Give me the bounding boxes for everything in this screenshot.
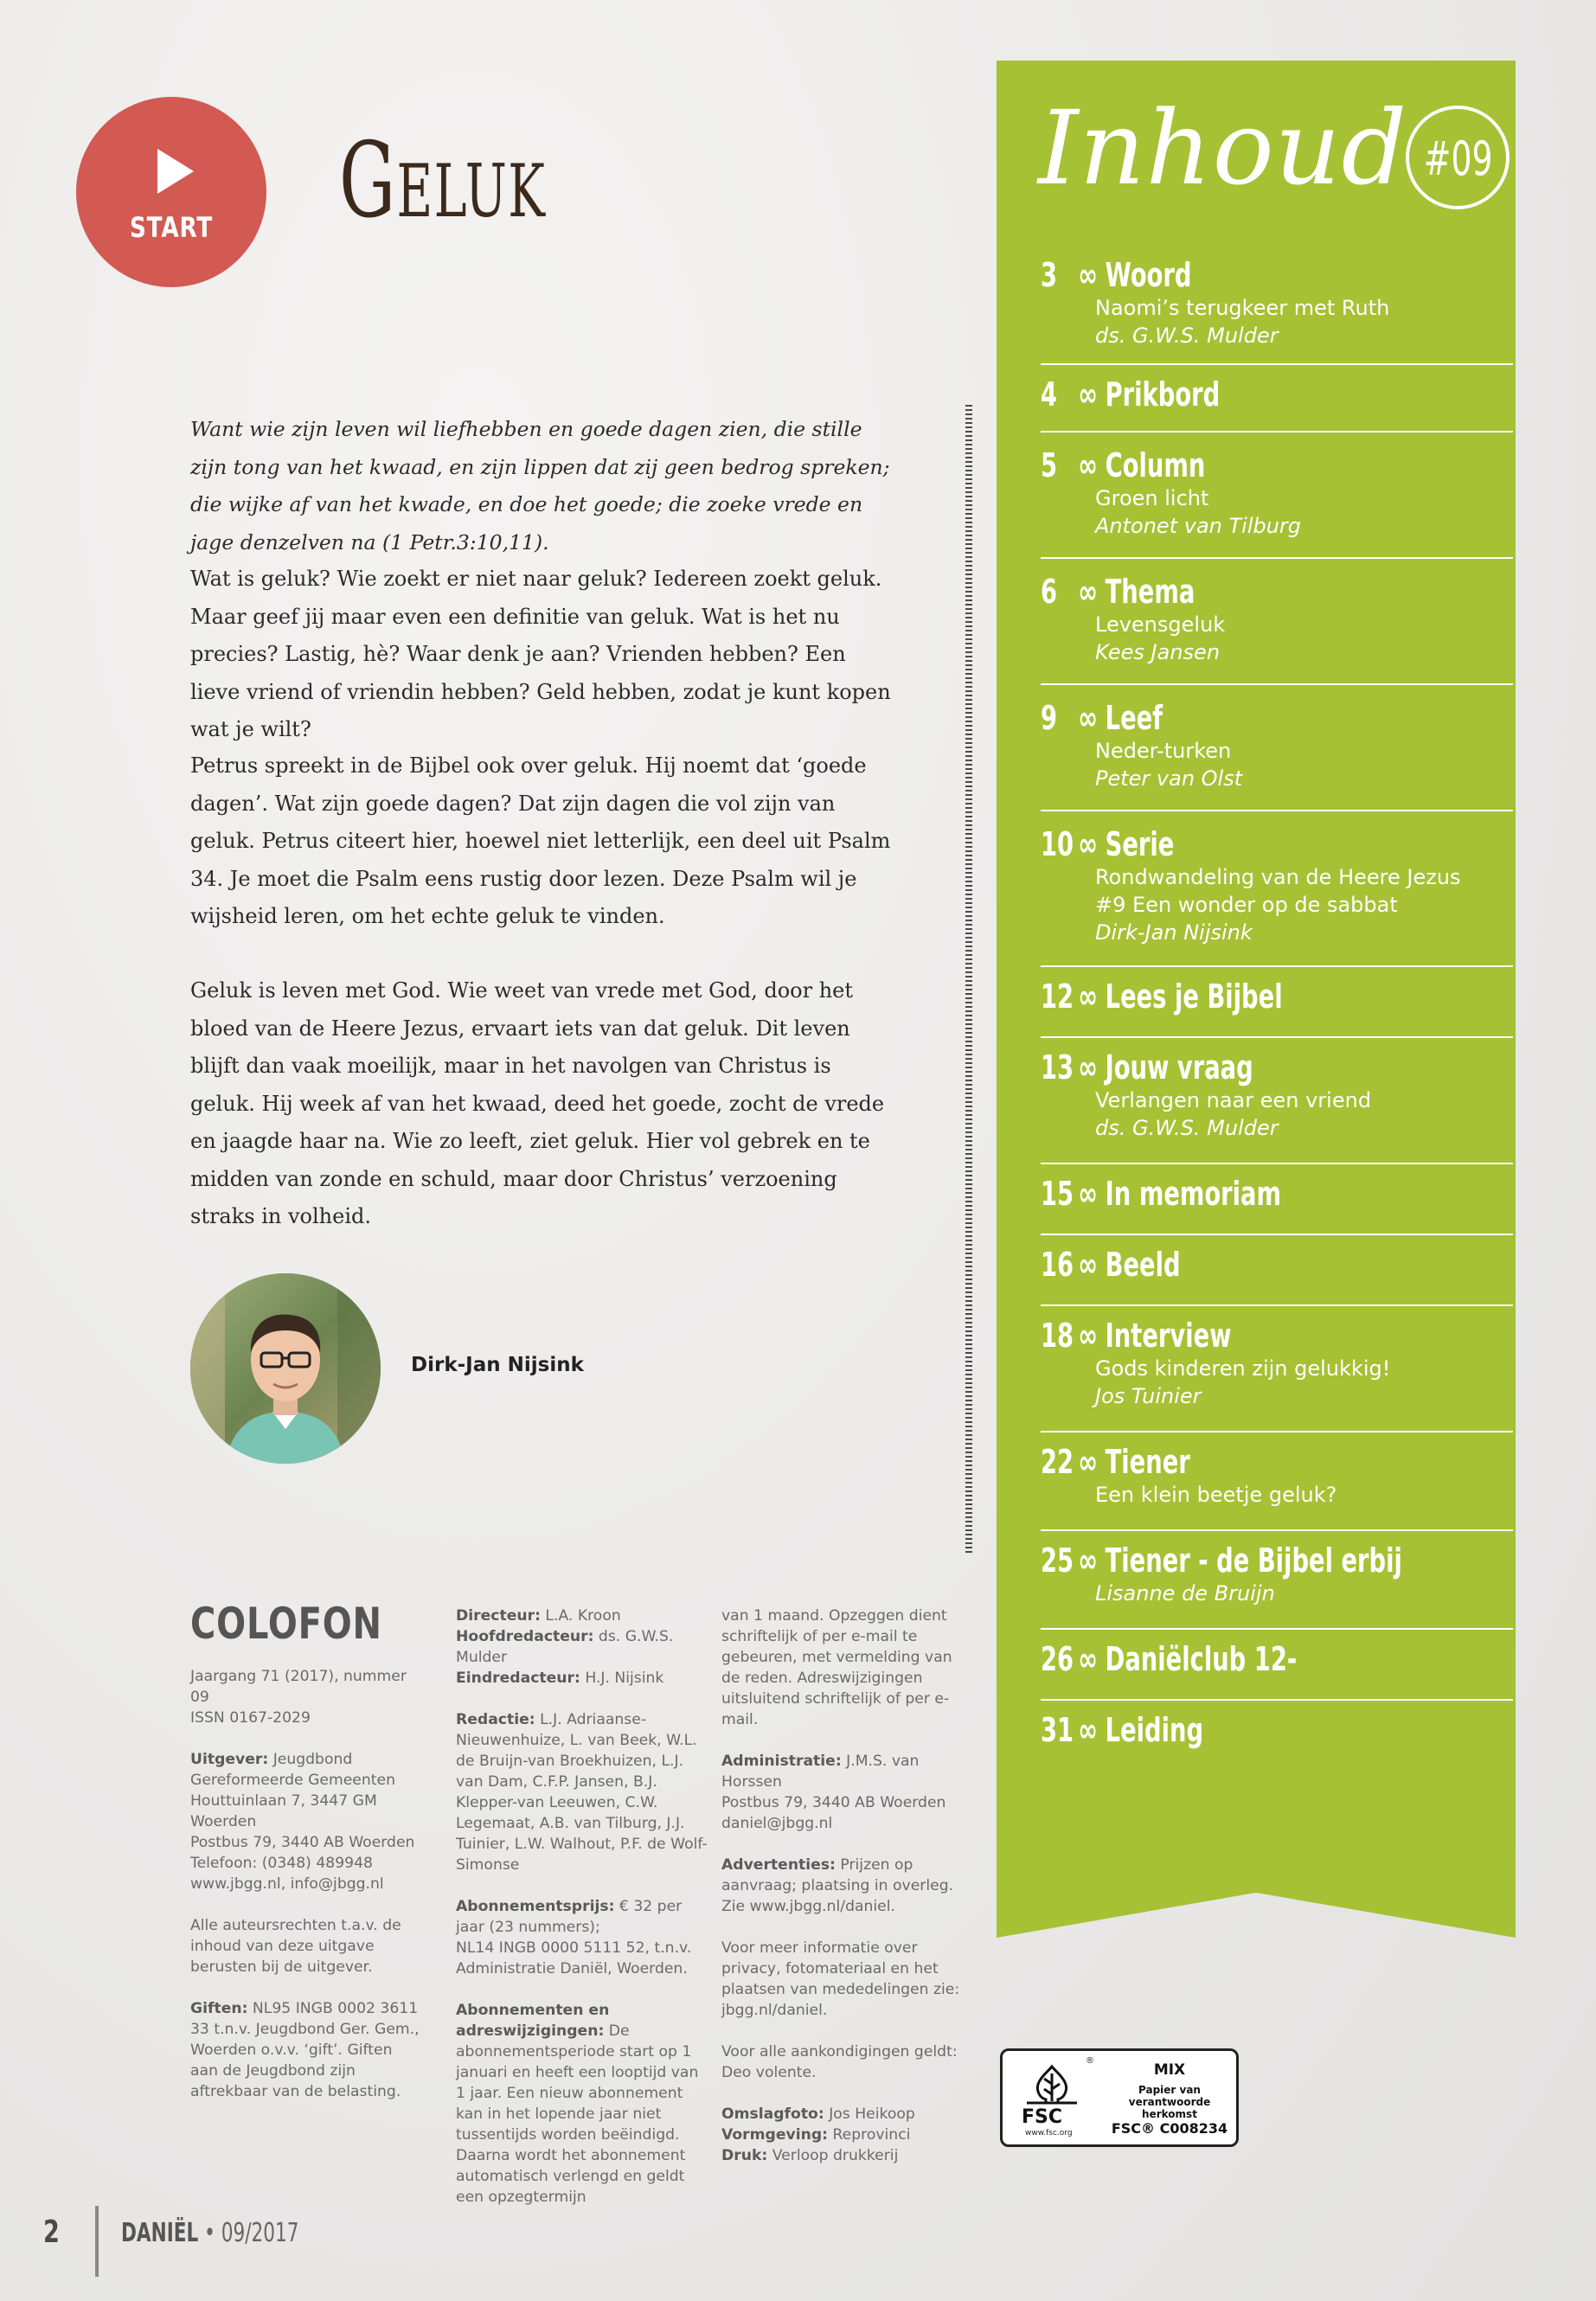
colofon-text: L.J. Adriaanse-Nieuwenhuize, L. van Beek, W.L. de Bruijn-van Broekhuizen, L.J. van Dam, C.F.P. Jansen, B.J. Klepper-van Leeuwen, C.W. Legemaat, A.B. van Tilburg, J.J. Tuinier, L.W. Walhout, P.F. de Wolf-Simonse (456, 1711, 708, 1874)
toc-heading (1041, 1640, 1381, 1678)
toc-page-number: 16 (1041, 1246, 1074, 1284)
toc-section-title: Serie (1105, 825, 1175, 863)
toc-item (1041, 1711, 1513, 1749)
colofon-text: Reprovinci (828, 2126, 911, 2144)
toc-item (1041, 1317, 1513, 1410)
toc-author: Dirk-Jan Nijsink (1095, 920, 1253, 945)
toc-page-number: 13 (1041, 1048, 1074, 1086)
toc-page-number: 31 (1041, 1711, 1074, 1749)
bible-verse: Want wie zijn leven wil liefhebben en goede dagen zien, die stille zijn tong van het kwaad, en zijn lippen dat zij geen bedrog spreken; die wijke af van het kwade, en doe het goede; die zoeke vrede en jage denzelven na (1 Petr.3:10,11). (190, 417, 890, 554)
toc-divider (1041, 363, 1513, 365)
toc-author: ds. G.W.S. Mulder (1095, 1116, 1279, 1140)
colofon-text: H.J. Nijsink (580, 1670, 664, 1687)
toc-heading (1041, 446, 1381, 484)
toc-divider (1041, 683, 1513, 685)
toc-section-title: Beeld (1105, 1246, 1181, 1284)
infinity-icon: ∞ (1078, 1711, 1098, 1749)
colofon-text: Voor meer informatie over privacy, fotomateriaal en het plaatsen van mededelingen zie: jbgg.nl/daniel. (721, 1939, 960, 2019)
toc-item (1041, 699, 1513, 792)
toc-section-title: Column (1105, 446, 1206, 484)
toc-page-number: 25 (1041, 1541, 1074, 1580)
play-icon (157, 149, 194, 194)
colofon-label: Advertenties: (721, 1856, 836, 1874)
colofon-entry (721, 1855, 972, 1917)
toc-item (1041, 977, 1513, 1016)
toc-item (1041, 573, 1513, 666)
toc-heading (1041, 1175, 1381, 1213)
colofon-text: Verloop drukkerij (767, 2147, 899, 2164)
author-name: Dirk-Jan Nijsink (411, 1354, 584, 1376)
paragraph-2: Petrus spreekt in de Bijbel ook over geluk. Hij noemt dat ‘goede dagen’. Wat zijn goede dagen? Dat zijn dagen die vol zijn van geluk. Petrus citeert hier, hoewel niet letterlijk, een deel uit Psalm 34. Je moet die Psalm eens rustig door lezen. Deze Psalm wil je wijsheid leren, om het echte geluk te vinden. (190, 753, 891, 928)
toc-heading (1041, 1317, 1381, 1355)
toc-heading (1041, 699, 1381, 737)
toc-subtitle: #9 Een wonder op de sabbat (1095, 893, 1398, 917)
colofon-label: Eindredacteur: (456, 1670, 580, 1687)
toc-divider (1041, 1529, 1513, 1531)
colofon-label: Abonnementen en adreswijzigingen: (456, 2002, 610, 2040)
infinity-icon: ∞ (1078, 1175, 1098, 1213)
colofon-label: Abonnementsprijs: (456, 1898, 615, 1915)
toc-item (1041, 256, 1513, 349)
colofon-text: Jos Heikoop (824, 2106, 915, 2123)
toc-subtitle: Rondwandeling van de Heere Jezus (1095, 865, 1461, 889)
colofon-text: Voor alle aankondigingen geldt: Deo volente. (721, 2043, 958, 2081)
toc-heading (1041, 977, 1381, 1016)
colofon-text: NL95 INGB 0002 3611 33 t.n.v. Jeugdbond Ger. Gem., Woerden o.v.v. ‘gift’. Giften aan de Jeugdbond zijn aftrekbaar van de belasting. (190, 2000, 420, 2100)
toc-heading (1041, 1246, 1381, 1284)
colofon-entry (456, 1709, 708, 1875)
infinity-icon: ∞ (1078, 825, 1098, 863)
toc-section-title: Jouw vraag (1105, 1048, 1253, 1086)
toc-page-number: 26 (1041, 1640, 1074, 1678)
fsc-mix: MIX (1153, 2061, 1186, 2079)
toc-heading (1041, 1443, 1381, 1481)
toc-section-title: Tiener - de Bijbel erbij (1105, 1541, 1402, 1580)
colofon-entry (456, 1626, 708, 1668)
colofon-entry (721, 2041, 972, 2083)
magazine-name: DANIËL (121, 2218, 199, 2248)
toc-heading (1041, 1541, 1402, 1580)
toc-divider (1041, 1431, 1513, 1433)
toc-section-title: In memoriam (1105, 1175, 1282, 1213)
paragraph-1: Wat is geluk? Wie zoekt er niet naar geluk? Iedereen zoekt geluk. Maar geef jij maar even een definitie van geluk. Wat is het nu precies? Lastig, hè? Waar denk je aan? Vrienden hebben? Een lieve vriend of vriendin hebben? Geld hebben, zodat je kunt kopen wat je wilt? (190, 567, 891, 741)
start-badge (76, 97, 266, 287)
toc-author: Kees Jansen (1095, 640, 1221, 664)
toc-section-title: Daniëlclub 12- (1105, 1640, 1298, 1678)
toc-item (1041, 1640, 1513, 1678)
toc-section-title: Leef (1105, 699, 1163, 737)
infinity-icon: ∞ (1078, 1048, 1098, 1086)
colofon-text: Alle auteursrechten t.a.v. de inhoud van deze uitgave berusten bij de uitgever. (190, 1917, 401, 1976)
toc-heading (1041, 1711, 1381, 1749)
colofon-label: Omslagfoto: (721, 2106, 824, 2123)
toc-section-title: Leiding (1105, 1711, 1204, 1749)
colofon-text: van 1 maand. Opzeggen dient schriftelijk of per e-mail te gebeuren, met vermelding van de reden. Adreswijzigingen uitsluitend schriftelijk of per e-mail. (721, 1607, 952, 1728)
toc-divider (1041, 1304, 1513, 1306)
colofon-text: € 32 per jaar (23 nummers); NL14 INGB 0000 5111 52, t.n.v. Administratie Daniël, Woerden. (456, 1898, 692, 1977)
page-number: 2 (43, 2214, 60, 2250)
toc-section-title: Interview (1105, 1317, 1232, 1355)
colofon-label: Directeur: (456, 1607, 541, 1625)
infinity-icon: ∞ (1078, 1246, 1098, 1284)
colofon-entry (721, 2125, 972, 2145)
colofon-entry (721, 1751, 972, 1834)
colofon-entry (721, 2104, 972, 2125)
fsc-tree-icon (1023, 2063, 1080, 2106)
toc-page-number: 9 (1041, 699, 1058, 737)
toc-page-number: 5 (1041, 446, 1058, 484)
toc-divider (1041, 810, 1513, 811)
colofon-label: Druk: (721, 2147, 768, 2164)
paragraph-3: Geluk is leven met God. Wie weet van vrede met God, door het bloed van de Heere Jezus, ervaart iets van dat geluk. Dit leven blijft dan vaak moeilijk, maar in het navolgen van Christus is geluk. Hij week af van het kwaad, deed het goede, zocht de vrede en jaagde haar na. Wie zo leeft, ziet geluk. Hier vol gebrek en te midden van zonde en schuld, maar door Christus’ verzoening straks in volheid. (190, 978, 885, 1228)
toc-author: Peter van Olst (1095, 766, 1243, 791)
colofon-column-1 (190, 1666, 424, 2123)
colofon-entry (190, 1666, 424, 1728)
colofon-label: Uitgever: (190, 1751, 269, 1768)
toc-divider (1041, 1036, 1513, 1038)
toc-divider (1041, 1628, 1513, 1630)
toc-divider (1041, 1699, 1513, 1701)
infinity-icon: ∞ (1078, 1541, 1098, 1580)
toc-heading (1041, 256, 1381, 294)
colofon-entry (190, 1749, 424, 1894)
toc-page-number: 10 (1041, 825, 1074, 863)
toc-section-title: Lees je Bijbel (1105, 977, 1283, 1016)
toc-section-title: Thema (1105, 573, 1195, 611)
toc-divider (1041, 431, 1513, 433)
issue-number: #09 (1423, 131, 1493, 186)
infinity-icon: ∞ (1078, 1443, 1098, 1481)
colofon-text: Jeugdbond Gereformeerde Gemeenten Houttuinlaan 7, 3447 GM Woerden Postbus 79, 3440 AB Woerden Telefoon: (0348) 489948 www.jbgg.nl, info@jbgg.nl (190, 1751, 415, 1893)
fsc-name: FSC (1022, 2106, 1063, 2128)
author-avatar (190, 1273, 381, 1464)
toc-section-title: Tiener (1105, 1443, 1190, 1481)
toc-divider (1041, 1163, 1513, 1164)
colofon-text: Prijzen op aanvraag; plaatsing in overleg. Zie www.jbgg.nl/daniel. (721, 1856, 954, 1915)
fsc-url: www.fsc.org (1025, 2129, 1073, 2138)
toc-item (1041, 1048, 1513, 1142)
infinity-icon: ∞ (1078, 573, 1098, 611)
footer-magazine (121, 2218, 299, 2248)
colofon-label: Administratie: (721, 1753, 842, 1770)
toc-heading (1041, 573, 1381, 611)
toc-item (1041, 1175, 1513, 1213)
toc-page-number: 6 (1041, 573, 1058, 611)
issue-badge (1406, 106, 1509, 209)
toc-item (1041, 375, 1513, 413)
toc-page-number: 3 (1041, 256, 1058, 294)
infinity-icon: ∞ (1078, 446, 1098, 484)
colofon-label: Hoofdredacteur: (456, 1628, 594, 1645)
toc-item (1041, 1443, 1513, 1509)
magazine-issue: 09/2017 (221, 2218, 299, 2248)
toc-author: ds. G.W.S. Mulder (1095, 324, 1279, 348)
infinity-icon: ∞ (1078, 256, 1098, 294)
colofon-text: De abonnementsperiode start op 1 januari en heeft een looptijd van 1 jaar. Een nieuw abonnement kan in het lopende jaar niet tussentijds worden beëindigd. Daarna wordt het abonnement automatisch verlengd en geldt een opzegtermijn (456, 2022, 699, 2206)
infinity-icon: ∞ (1078, 375, 1098, 413)
colofon-entry (721, 1938, 972, 2021)
toc-section-title: Woord (1105, 256, 1192, 294)
footer-bullet: • (204, 2218, 215, 2248)
colofon-entry (190, 1998, 424, 2102)
toc-section-title: Prikbord (1105, 375, 1221, 413)
colofon-entry (456, 1668, 708, 1689)
colofon-label: Giften: (190, 2000, 248, 2017)
toc-heading (1041, 375, 1381, 413)
toc-subtitle: Groen licht (1095, 486, 1209, 510)
toc-page-number: 4 (1041, 375, 1058, 413)
infinity-icon: ∞ (1078, 1640, 1098, 1678)
toc-subtitle: Neder-turken (1095, 739, 1232, 763)
colofon-column-2 (456, 1606, 708, 2228)
infinity-icon: ∞ (1078, 699, 1098, 737)
toc-author: Lisanne de Bruijn (1095, 1581, 1275, 1606)
footer-divider (95, 2206, 99, 2277)
toc-item (1041, 825, 1513, 946)
colofon-column-3 (721, 1606, 972, 2166)
colofon-entry (721, 2145, 972, 2166)
toc-subtitle: Verlangen naar een vriend (1095, 1088, 1372, 1112)
fsc-logo (1000, 2048, 1239, 2147)
colofon-entry (456, 1606, 708, 1626)
colofon-text: ds. G.W.S. Mulder (456, 1628, 674, 1666)
fsc-description: Papier van verantwoorde herkomst (1128, 2084, 1211, 2120)
toc-divider (1041, 965, 1513, 967)
toc-page-number: 18 (1041, 1317, 1074, 1355)
colofon-title: COLOFON (190, 1599, 382, 1649)
fsc-registered: ® (1086, 2056, 1094, 2066)
toc-subtitle: Een klein beetje geluk? (1095, 1483, 1337, 1507)
toc-page-number: 22 (1041, 1443, 1074, 1481)
toc-heading (1041, 1048, 1381, 1086)
toc-divider (1041, 557, 1513, 559)
fsc-code: FSC® C008234 (1111, 2120, 1228, 2137)
toc-page-number: 15 (1041, 1175, 1074, 1213)
toc-subtitle: Gods kinderen zijn gelukkig! (1095, 1356, 1391, 1381)
toc-subtitle: Naomi’s terugkeer met Ruth (1095, 296, 1390, 320)
dotted-divider (965, 405, 972, 1555)
page-title: Geluk (339, 121, 547, 241)
toc-author: Jos Tuinier (1095, 1384, 1202, 1408)
toc-divider (1041, 1234, 1513, 1235)
toc-heading (1041, 825, 1381, 863)
toc-item (1041, 1246, 1513, 1284)
colofon-text: L.A. Kroon (540, 1607, 621, 1625)
colofon-entry (721, 1606, 972, 1730)
colofon-label: Redactie: (456, 1711, 535, 1728)
infinity-icon: ∞ (1078, 1317, 1098, 1355)
toc-item (1041, 446, 1513, 540)
colofon-text: Jaargang 71 (2017), nummer 09 ISSN 0167-2029 (190, 1668, 407, 1727)
start-label: START (129, 211, 214, 244)
toc-page-number: 12 (1041, 977, 1074, 1016)
toc-item (1041, 1541, 1513, 1607)
colofon-entry (456, 2000, 708, 2208)
colofon-text: J.M.S. van Horssen Postbus 79, 3440 AB Woerden daniel@jbgg.nl (721, 1753, 946, 1832)
colofon-entry (456, 1896, 708, 1979)
infinity-icon: ∞ (1078, 977, 1098, 1016)
colofon-label: Vormgeving: (721, 2126, 829, 2144)
toc-subtitle: Levensgeluk (1095, 612, 1226, 637)
toc-title: Inhoud (1038, 88, 1408, 208)
toc-author: Antonet van Tilburg (1095, 514, 1302, 538)
colofon-entry (190, 1915, 424, 1977)
